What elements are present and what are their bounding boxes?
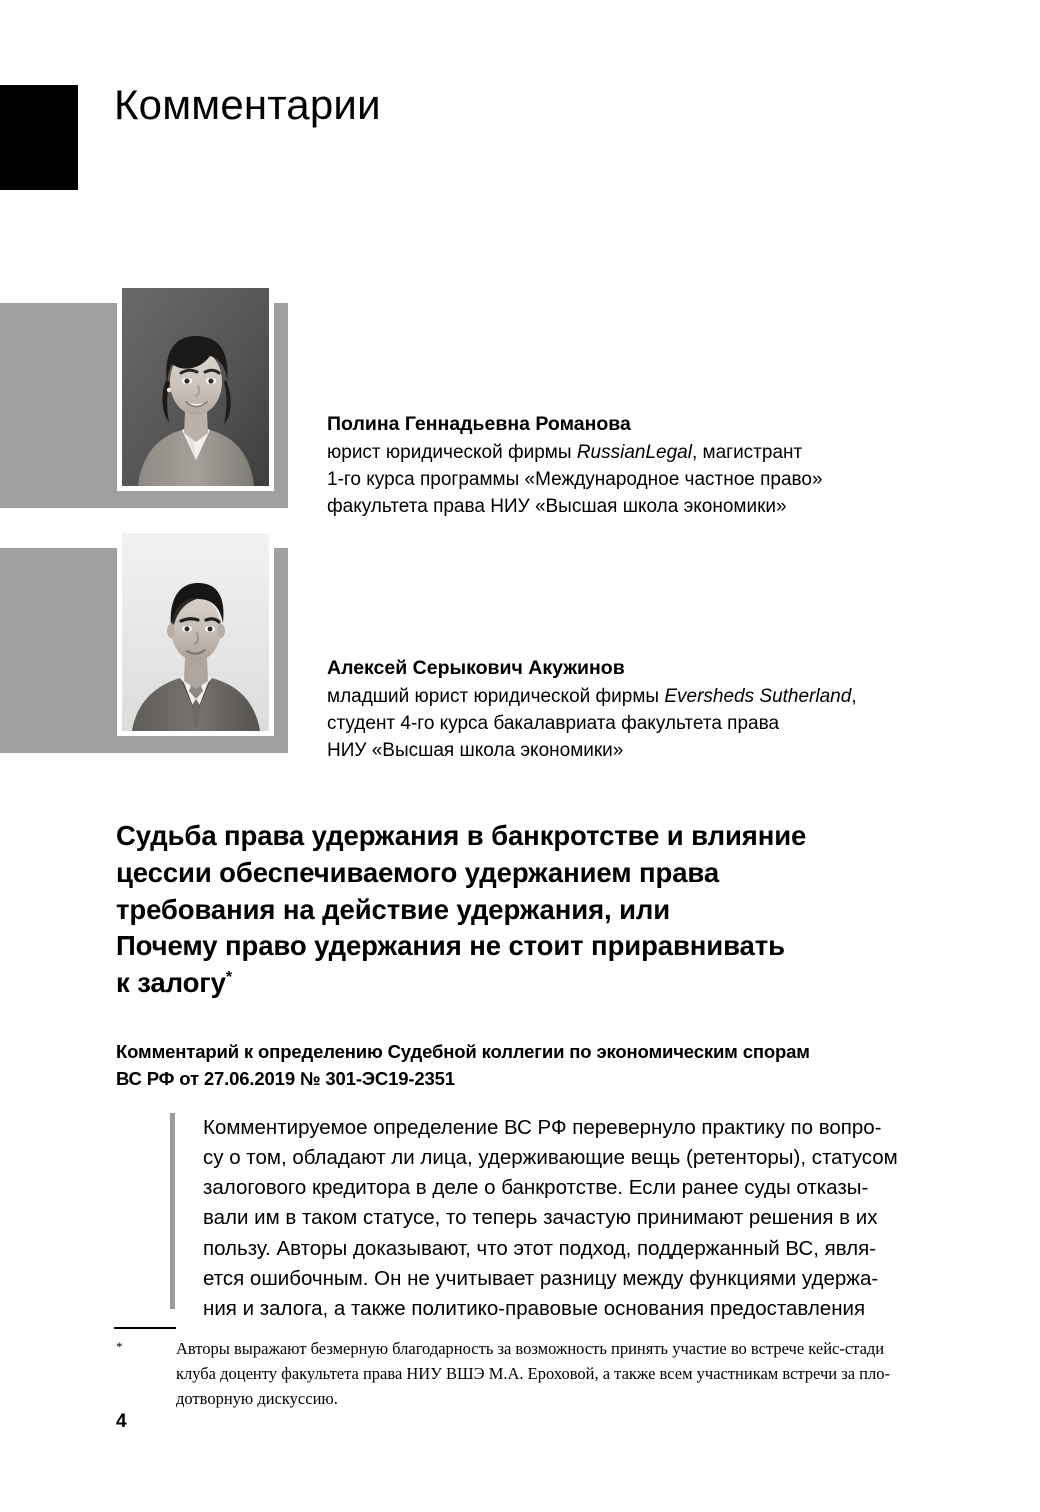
author-firm-1: RussianLegal [576, 441, 692, 463]
author-description-2 [327, 684, 947, 711]
abstract-line-3: залогового кредитора в деле о банкротстве. Если ранее суды отказы- [203, 1176, 869, 1200]
abstract-accent-rule [170, 1113, 175, 1309]
footnote-line-1: Авторы выражают безмерную благодарность за возможность принять участие во встрече кейс-стади [176, 1339, 885, 1358]
author-portrait-2 [122, 533, 269, 731]
footnote-line-2: клуба доценту факультета права НИУ ВШЭ М.А. Ероховой, а также всем участникам встречи за пло- [176, 1364, 890, 1384]
author-faculty-2: НИУ «Высшая школа экономики» [327, 739, 624, 761]
abstract-line-6: ется ошибочным. Он не учитывает разницу между функциями удержа- [203, 1266, 879, 1290]
abstract-line-5: пользу. Авторы доказывают, что этот подход, поддержанный ВС, явля- [203, 1236, 877, 1260]
author-name-2: Алексей Серыкович Акужинов [327, 657, 625, 679]
footnote-separator-rule [114, 1327, 176, 1329]
author-bio-2 [327, 655, 947, 765]
footnote [116, 1336, 954, 1411]
author-role-prefix-1: юрист юридической фирмы [327, 441, 577, 463]
article-title-line-4: Почему право удержания не стоит приравнивать [116, 930, 785, 962]
header-accent-block [0, 85, 78, 190]
article-title-line-5: к залогу [116, 966, 226, 998]
title-footnote-marker: * [225, 968, 233, 986]
article-subtitle-line-1: Комментарий к определению Судебной коллегии по экономическим спорам [116, 1041, 810, 1063]
author-faculty-1: факультета права НИУ «Высшая школа экономики» [327, 495, 787, 517]
author-name-1: Полина Геннадьевна Романова [327, 413, 631, 435]
running-head-title: Комментарии [114, 81, 381, 128]
abstract-line-4: вали им в таком статусе, то теперь зачастую принимают решения в их [203, 1206, 878, 1230]
article-subtitle [116, 1039, 954, 1092]
article-subtitle-line-2: ВС РФ от 27.06.2019 № 301-ЭС19-2351 [116, 1067, 455, 1089]
author-photo-frame-1 [117, 283, 274, 491]
author-program-2: студент 4-го курса бакалавриата факультета права [327, 712, 780, 734]
author-program-1: 1-го курса программы «Международное частное право» [327, 468, 823, 490]
abstract-line-2: су о том, обладают ли лица, удерживающие вещь (ретенторы), статусом [203, 1146, 898, 1170]
author-role-suffix-2: , [851, 685, 857, 707]
author-description-1 [327, 440, 947, 467]
author-portrait-1 [122, 288, 269, 486]
author-bio-1 [327, 411, 947, 521]
article-title-line-3: требования на действие удержания, или [116, 893, 671, 925]
abstract-line-7: ния и залога, а также политико-правовые основания предоставления [203, 1296, 866, 1320]
article-title-line-2: цессии обеспечиваемого удержанием права [116, 856, 720, 888]
author-firm-2: Eversheds Sutherland [664, 685, 852, 707]
footnote-line-3: дотворную дискуссию. [176, 1389, 338, 1409]
author-photo-frame-2 [117, 528, 274, 736]
article-title [116, 818, 946, 1001]
article-title-line-1: Судьба права удержания в банкротстве и влияние [116, 820, 807, 852]
footnote-body [176, 1336, 954, 1411]
author-role-suffix-1: , магистрант [691, 441, 803, 463]
author-role-prefix-2: младший юрист юридической фирмы [327, 685, 665, 707]
abstract-text [203, 1113, 943, 1324]
page-number: 4 [116, 1411, 127, 1432]
abstract-line-1: Комментируемое определение ВС РФ перевернуло практику по вопро- [203, 1116, 882, 1139]
footnote-marker: * [116, 1339, 123, 1354]
